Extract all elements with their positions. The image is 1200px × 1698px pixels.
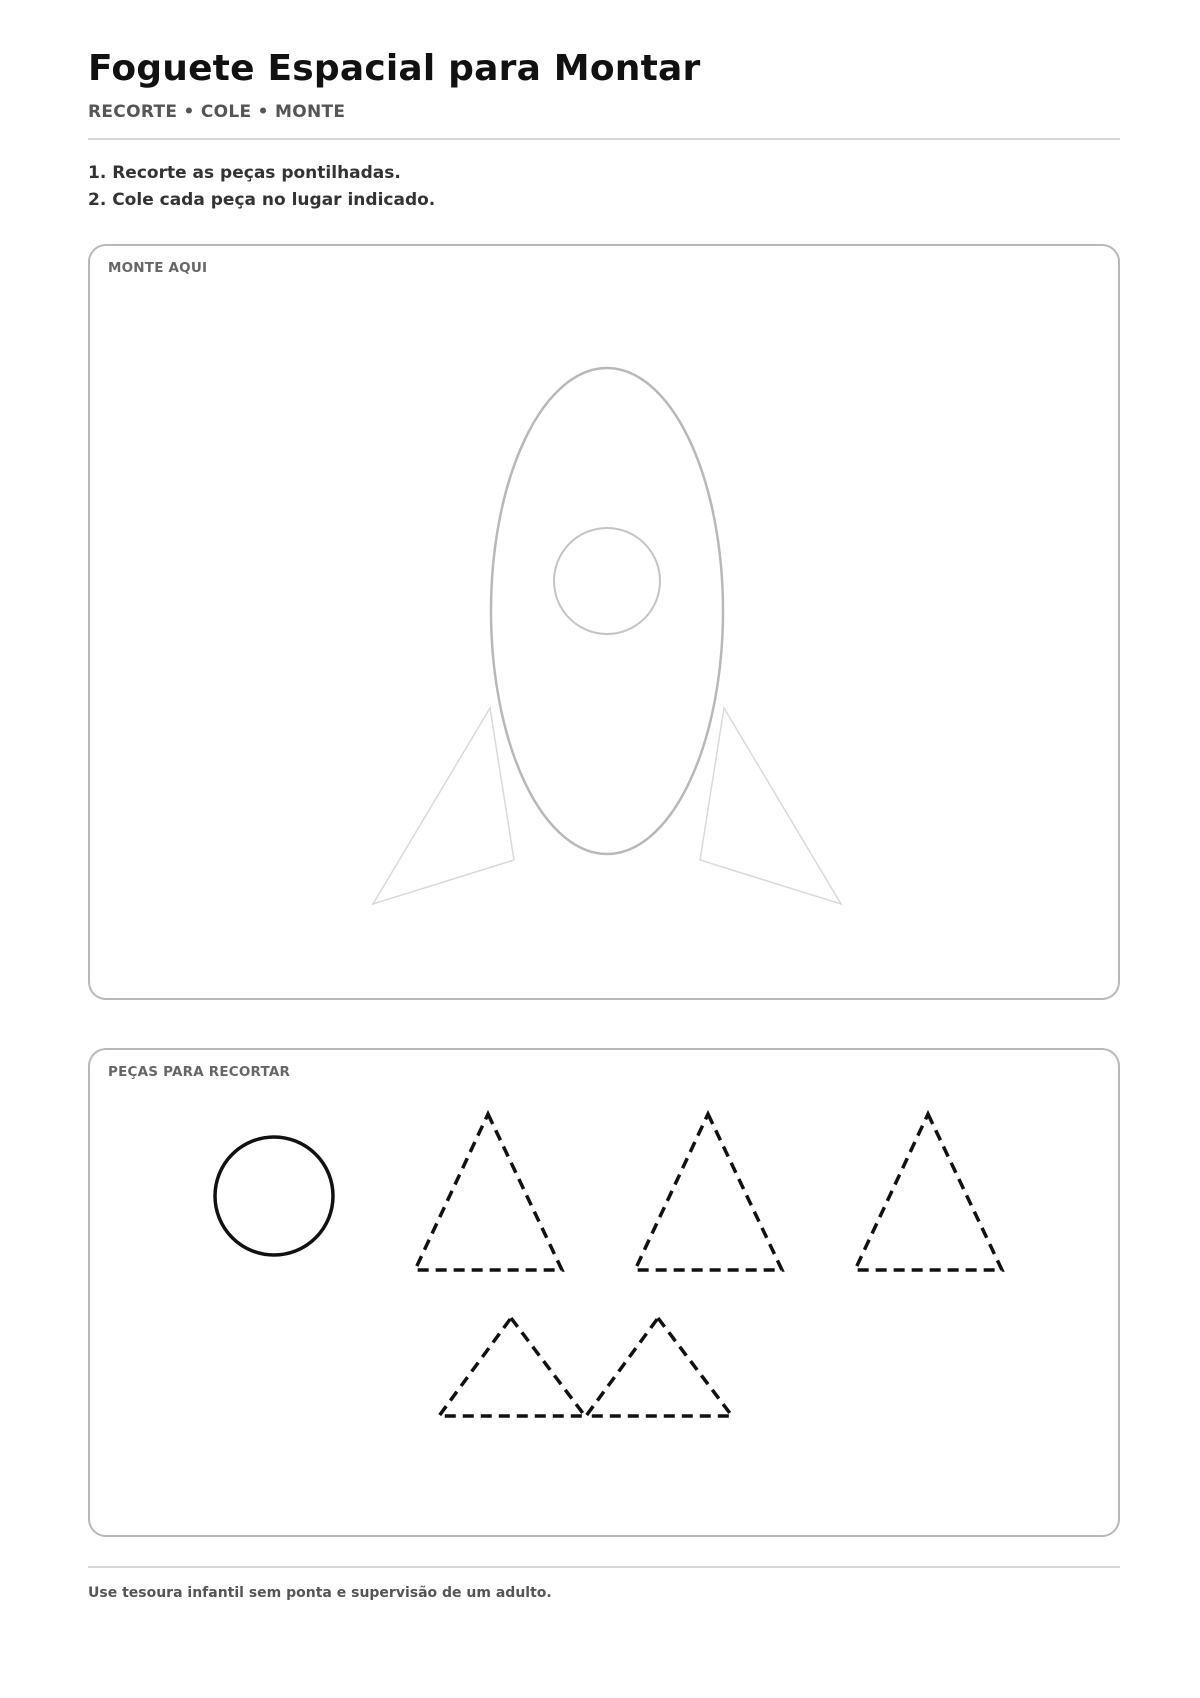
right-fin-guide [700,708,841,904]
instruction-step-2: 2. Cole cada peça no lugar indicado. [88,190,436,210]
cut-out-pieces [90,1050,1122,1539]
page-title: Foguete Espacial para Montar [88,48,701,89]
window-piece [215,1137,333,1255]
rocket-body-guide [491,368,723,854]
triangle-piece-3 [855,1114,1002,1270]
rocket-guide-illustration [90,246,1122,1002]
footer-divider [88,1566,1120,1568]
instructions [88,160,435,214]
small-triangle-piece-2 [586,1318,732,1416]
triangle-piece-2 [635,1114,782,1270]
assembly-area-label: MONTE AQUI [108,260,208,276]
small-triangle-piece-1 [439,1318,585,1416]
cut-out-pieces-label: PEÇAS PARA RECORTAR [108,1064,291,1080]
instruction-step-1: 1. Recorte as peças pontilhadas. [88,163,401,183]
safety-note: Use tesoura infantil sem ponta e supervisão de um adulto. [88,1585,552,1601]
triangle-piece-1 [415,1114,562,1270]
page-subtitle: RECORTE • COLE • MONTE [88,102,346,122]
left-fin-guide [373,708,514,904]
header-divider [88,138,1120,140]
assembly-area [88,244,1120,1000]
cut-out-pieces-area [88,1048,1120,1537]
